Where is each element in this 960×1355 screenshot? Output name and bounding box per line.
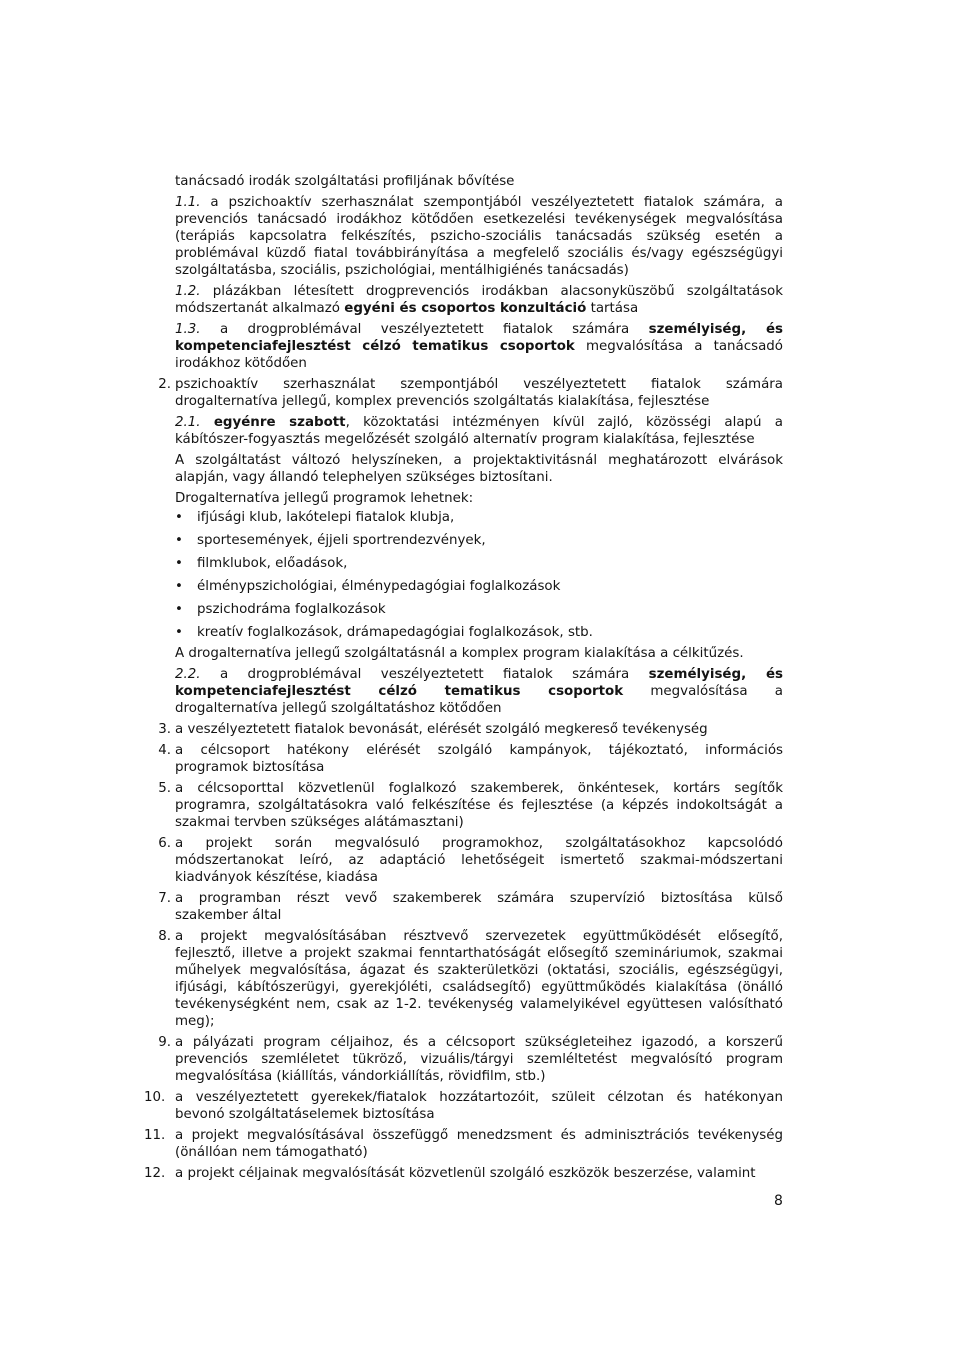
list-item bbox=[158, 928, 783, 1030]
section-1-3 bbox=[175, 321, 783, 372]
bullet-icon: • bbox=[175, 556, 183, 571]
emphasis-text: kompetenciafejlesztést célzó tematikus csoportok bbox=[175, 684, 624, 699]
list-item-text: a programban részt vevő szakemberek számára szupervízió biztosítása külső bbox=[175, 891, 783, 906]
list-item-text: meg); bbox=[175, 1014, 215, 1029]
list-number: 4. bbox=[158, 743, 171, 758]
list-item-text: kiadványok készítése, kiadása bbox=[175, 870, 378, 885]
list-item bbox=[158, 1034, 783, 1085]
section-text: megvalósítása a bbox=[623, 684, 783, 699]
section-text: kábítószer-fogyasztás megelőzését szolgáló alternatív program kialakítása, fejlesztése bbox=[175, 432, 755, 447]
section-text: problémával küzdő fiatal továbbirányítása a megfelelő szociális és/vagy egészségügyi bbox=[175, 246, 783, 261]
list-item-text: prevenciós szemléletet tükröző, vizuális/tárgyi szemléltetést megvalósító program bbox=[175, 1052, 783, 1067]
list-item bbox=[144, 1089, 783, 1123]
section-text: módszertanát alkalmazó bbox=[175, 301, 345, 316]
paragraph bbox=[175, 490, 783, 507]
list-item bbox=[158, 890, 783, 924]
list-item: • ifjúsági klub, lakótelepi fiatalok klubja, bbox=[175, 510, 455, 525]
list-item-text: a projekt megvalósításában résztvevő szervezetek együttműködését elősegítő, bbox=[175, 929, 783, 944]
section-text: megvalósítása a tanácsadó bbox=[574, 339, 783, 354]
list-item-2 bbox=[158, 376, 783, 410]
emphasis-text: egyéni és csoportos konzultáció bbox=[344, 301, 587, 316]
section-text: , közoktatási intézményen kívül zajló, közösségi alapú a bbox=[345, 415, 783, 430]
section-number: 2.1. bbox=[175, 415, 201, 430]
section-text: a drogproblémával veszélyeztetett fiatalok számára bbox=[219, 322, 649, 337]
section-text: irodákhoz kötődően bbox=[175, 356, 307, 371]
list-item: • kreatív foglalkozások, drámapedagógiai foglalkozások, stb. bbox=[175, 625, 593, 640]
list-item-text: műhelyek megvalósítása, ágazat és szakterületközi (oktatási, szociális, egészségügyi, bbox=[175, 963, 783, 978]
emphasis-text: személyiség, és bbox=[648, 322, 783, 337]
list-item-text: ifjúsági, kábítószerügyi, gyerekjóléti, családsegítő) együttműködés kialakítása (önálló bbox=[175, 980, 783, 995]
section-1-2 bbox=[175, 283, 783, 317]
list-item: • pszichodráma foglalkozások bbox=[175, 602, 386, 617]
list-number: 9. bbox=[158, 1035, 171, 1050]
section-number: 1.2. bbox=[175, 284, 201, 299]
section-text: drogalternatíva jellegű szolgáltatáshoz kötődően bbox=[175, 701, 502, 716]
list-number: 6. bbox=[158, 836, 171, 851]
list-item-text: a projekt céljainak megvalósítását közvetlenül szolgáló eszközök beszerzése, valamint bbox=[175, 1166, 756, 1181]
bullet-icon: • bbox=[175, 625, 183, 640]
section-text: a pszichoaktív szerhasználat szempontjából veszélyeztetett fiatalok számára, a bbox=[210, 195, 783, 210]
list-item-text: fejlesztő, illetve a projekt szakmai fenntarthatóságát elősegítő szemináriumok, szakmai bbox=[175, 946, 783, 961]
emphasis-text: egyénre szabott bbox=[213, 415, 346, 430]
section-text: prevenciós tanácsadó irodákhoz kötődően esetkezelési tevékenységek megvalósítása bbox=[175, 212, 783, 227]
intro-line: tanácsadó irodák szolgáltatási profiljának bővítése bbox=[175, 174, 515, 189]
list-item-text: a veszélyeztetett gyerekek/fiatalok hozzátartozóit, szüleit célzotan és hatékonyan bbox=[175, 1090, 783, 1105]
list-item-text: programok biztosítása bbox=[175, 760, 325, 775]
list-item-text: a célcsoport hatékony elérését szolgáló kampányok, tájékoztató, információs bbox=[175, 743, 783, 758]
list-item: • sportesemények, éjjeli sportrendezvények, bbox=[175, 533, 486, 548]
list-item-text: a célcsoporttal közvetlenül foglalkozó szakemberek, önkéntesek, kortárs segítők bbox=[175, 781, 783, 796]
section-text: (terápiás kapcsolatra felkészítés, pszicho-szociális tanácsadás szükség esetén a bbox=[175, 229, 783, 244]
list-item-text: megvalósítása (kiállítás, vándorkiállítás, rövidfilm, stb.) bbox=[175, 1069, 546, 1084]
list-item-text: szakmai tervben szükséges alátámasztani) bbox=[175, 815, 464, 830]
list-item bbox=[158, 835, 783, 886]
program-bullet-list bbox=[175, 509, 783, 645]
section-2-1 bbox=[175, 414, 783, 448]
bullet-icon: • bbox=[175, 579, 183, 594]
list-number: 5. bbox=[158, 781, 171, 796]
list-item-text: drogalternatíva jellegű, komplex prevenciós szolgáltatás kialakítása, fejlesztése bbox=[175, 394, 710, 409]
list-item bbox=[144, 1165, 783, 1182]
section-2-2 bbox=[175, 666, 783, 717]
bullet-icon: • bbox=[175, 602, 183, 617]
list-item-text: pszichoaktív szerhasználat szempontjából veszélyeztetett fiatalok számára bbox=[175, 377, 783, 392]
list-number: 8. bbox=[158, 929, 171, 944]
paragraph-text: A szolgáltatást változó helyszíneken, a projektaktivitásnál meghatározott elvárások bbox=[175, 453, 783, 468]
list-item-text: programra, szolgáltatásokra való felkészítése és fejlesztése (a képzés indokoltságát a bbox=[175, 798, 783, 813]
list-item bbox=[158, 742, 783, 776]
list-item-text: a pályázati program céljaihoz, és a célcsoport szükségleteihez igazodó, a korszerű bbox=[175, 1035, 783, 1050]
list-item: • filmklubok, előadások, bbox=[175, 556, 348, 571]
section-1-1 bbox=[175, 194, 783, 279]
section-number: 2.2. bbox=[175, 667, 201, 682]
paragraph-text: alapján, vagy állandó telephelyen szükséges biztosítani. bbox=[175, 470, 553, 485]
list-number: 2. bbox=[158, 377, 171, 392]
emphasis-text: személyiség, és bbox=[648, 667, 783, 682]
emphasis-text: kompetenciafejlesztést célzó tematikus csoportok bbox=[175, 339, 575, 354]
list-number: 3. bbox=[158, 722, 171, 737]
list-item bbox=[144, 1127, 783, 1161]
section-number: 1.3. bbox=[175, 322, 201, 337]
section-text: tartása bbox=[586, 301, 639, 316]
list-item-text: a projekt során megvalósuló programokhoz, szolgáltatásokhoz kapcsolódó bbox=[175, 836, 783, 851]
paragraph bbox=[175, 452, 783, 486]
section-text: a drogproblémával veszélyeztetett fiatalok számára bbox=[219, 667, 649, 682]
list-item-text: (önállóan nem támogatható) bbox=[175, 1145, 368, 1160]
list-item-text: a veszélyeztetett fiatalok bevonását, elérését szolgáló megkereső tevékenység bbox=[175, 722, 708, 737]
list-item-text: bevonó szolgáltatáselemek biztosítása bbox=[175, 1107, 435, 1122]
numbered-list bbox=[144, 721, 783, 1182]
list-item bbox=[158, 780, 783, 831]
list-number: 10. bbox=[144, 1090, 166, 1105]
list-number: 11. bbox=[144, 1128, 166, 1143]
bullet-icon: • bbox=[175, 533, 183, 548]
list-number: 12. bbox=[144, 1166, 166, 1181]
list-item-text: módszertanokat leíró, az adaptáció lehetőségeit ismertető szakmai-módszertani bbox=[175, 853, 783, 868]
list-item-text: szakember által bbox=[175, 908, 282, 923]
bullet-icon: • bbox=[175, 510, 183, 525]
list-item-text: a projekt megvalósításával összefüggő menedzsment és adminisztrációs tevékenység bbox=[175, 1128, 783, 1143]
paragraph-text: A drogalternatíva jellegű szolgáltatásnál a komplex program kialakítása a célkitűzés. bbox=[175, 646, 744, 661]
list-number: 7. bbox=[158, 891, 171, 906]
section-text: plázákban létesített drogprevenciós irodákban alacsonyküszöbű szolgáltatások bbox=[212, 284, 783, 299]
list-item bbox=[158, 721, 783, 738]
page-content bbox=[144, 173, 783, 1182]
list-item-text: tevékenységként nem, csak az 1-2. tevékenység valamelyikével együttesen valósítható bbox=[175, 997, 783, 1012]
page-number: 8 bbox=[774, 1193, 783, 1209]
paragraph bbox=[175, 645, 783, 662]
programs-intro: Drogalternatíva jellegű programok lehetnek: bbox=[175, 491, 474, 506]
list-item: • élménypszichológiai, élménypedagógiai foglalkozások bbox=[175, 579, 561, 594]
section-text: szolgáltatásba, szociális, pszichológiai, mentálhigiénés tanácsadás) bbox=[175, 263, 629, 278]
section-number: 1.1. bbox=[175, 195, 201, 210]
